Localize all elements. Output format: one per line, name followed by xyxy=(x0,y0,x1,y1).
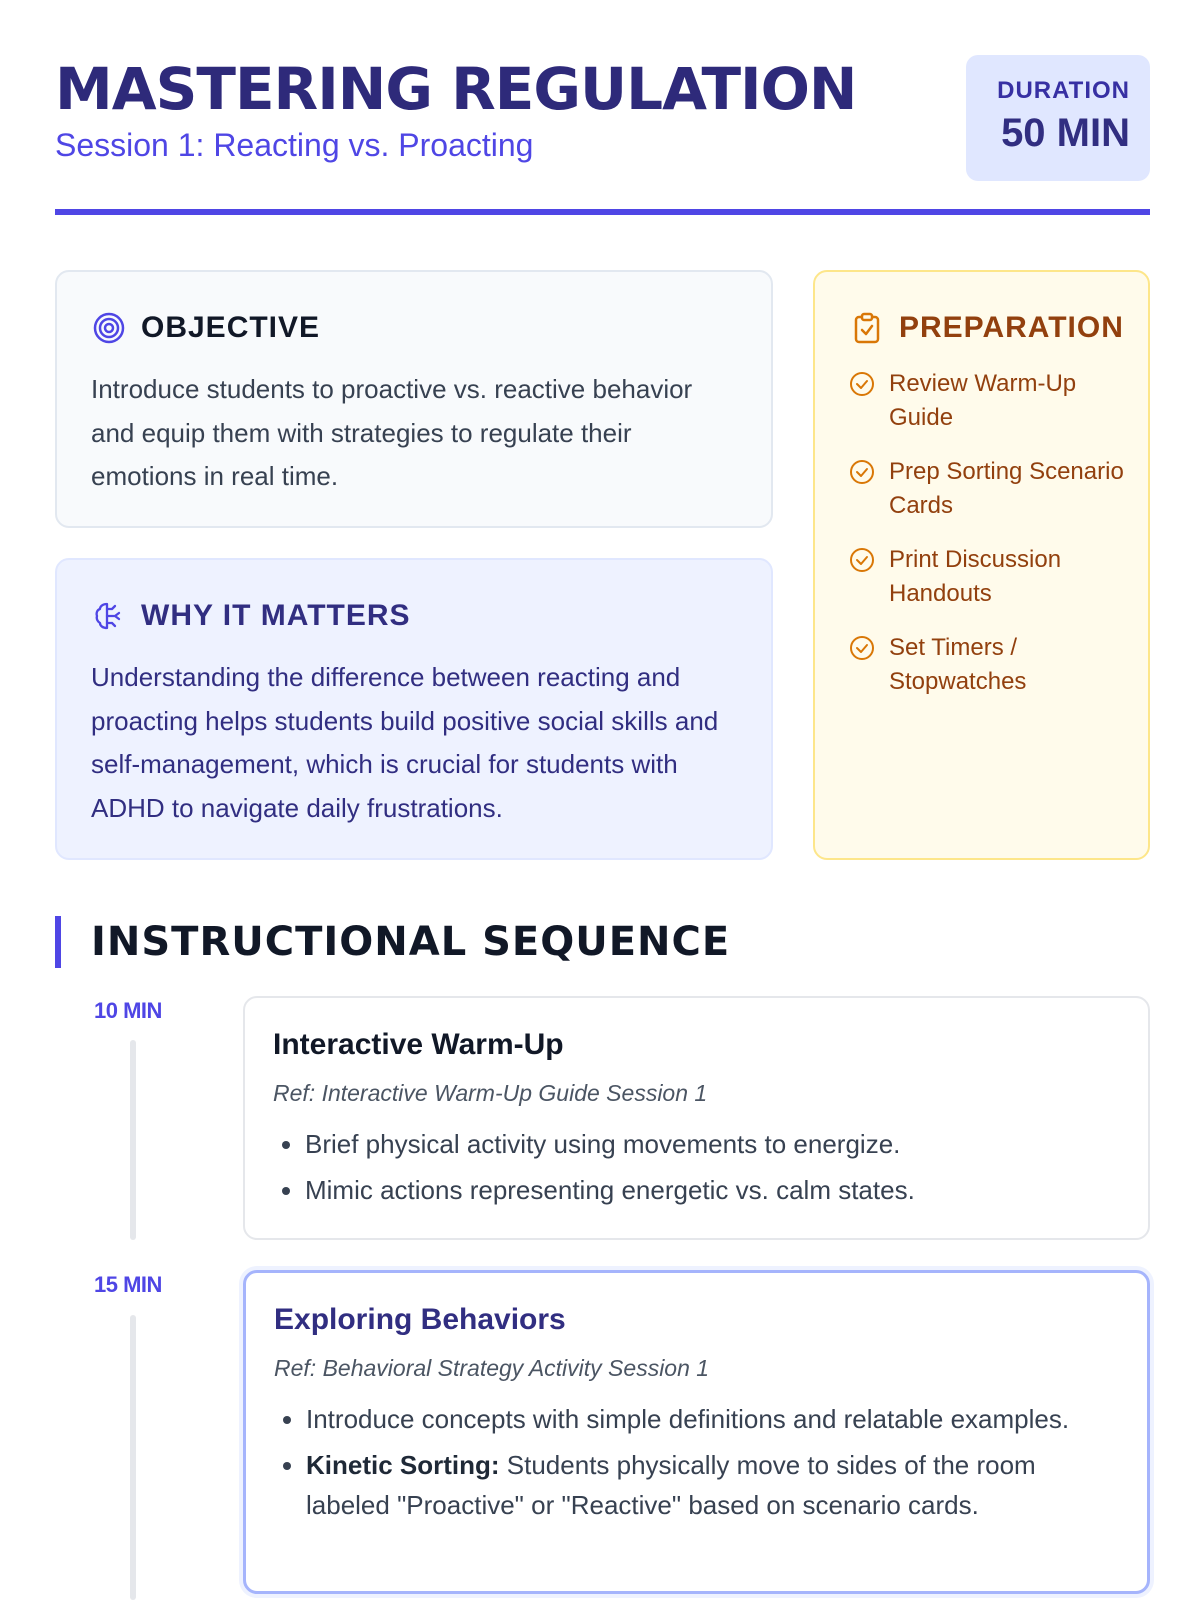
preparation-item-text: Prep Sorting Scenario Cards xyxy=(889,458,1124,519)
step-title: Exploring Behaviors xyxy=(274,1303,566,1336)
step-bullet-text: Students physically move to sides of the room labeled "Proactive" or "Reactive" based on scenario cards. xyxy=(306,1450,1036,1520)
step-time-label: 15 MIN xyxy=(94,1272,162,1297)
page-header xyxy=(55,55,1150,215)
step-bullet-text: Introduce concepts with simple definitions and relatable examples. xyxy=(306,1404,1070,1434)
preparation-heading-row xyxy=(849,310,1124,346)
step-bullets xyxy=(305,1124,1108,1216)
step-reference: Ref: Behavioral Strategy Activity Session 1 xyxy=(274,1355,710,1381)
step-bullet xyxy=(305,1170,1108,1210)
step-bullet-text: Brief physical activity using movements to energize. xyxy=(305,1129,901,1159)
target-icon xyxy=(91,310,127,346)
why-heading-row xyxy=(91,598,411,634)
step-bullet xyxy=(305,1124,1108,1164)
step-reference: Ref: Interactive Warm-Up Guide Session 1 xyxy=(273,1080,708,1106)
why-heading: WHY IT MATTERS xyxy=(141,599,411,632)
step-card xyxy=(243,996,1150,1240)
duration-label: DURATION xyxy=(997,77,1130,104)
why-it-matters-card xyxy=(55,558,773,860)
step-bullets xyxy=(306,1399,1107,1531)
objective-text: Introduce students to proactive vs. reactive behavior and equip them with strategies to regulate their emotions in real time. xyxy=(91,374,693,491)
page-subtitle: Session 1: Reacting vs. Proacting xyxy=(55,127,534,163)
timeline-line xyxy=(130,1040,136,1240)
check-circle-icon xyxy=(849,459,875,485)
clipboard-check-icon xyxy=(849,310,885,346)
step-title: Interactive Warm-Up xyxy=(273,1028,564,1061)
preparation-card xyxy=(813,270,1150,860)
preparation-item-text: Print Discussion Handouts xyxy=(889,546,1062,607)
sequence-heading: INSTRUCTIONAL SEQUENCE xyxy=(55,916,730,968)
preparation-item-text: Set Timers / Stopwatches xyxy=(889,634,1027,695)
step-time-label: 10 MIN xyxy=(94,998,162,1023)
preparation-item-text: Review Warm-Up Guide xyxy=(889,370,1077,431)
preparation-heading: PREPARATION xyxy=(899,311,1124,344)
preparation-list xyxy=(849,367,1128,719)
preparation-item xyxy=(849,455,1128,523)
page-title: MASTERING REGULATION xyxy=(55,55,857,123)
why-text: Understanding the difference between reacting and proacting helps students build positive social skills and self-management, which is crucial for students with ADHD to navigate daily frustrations. xyxy=(91,662,719,823)
check-circle-icon xyxy=(849,635,875,661)
timeline-line xyxy=(130,1315,136,1600)
check-circle-icon xyxy=(849,371,875,397)
step-bullet-text: Mimic actions representing energetic vs. calm states. xyxy=(305,1175,915,1205)
objective-heading-row xyxy=(91,310,320,346)
brain-icon xyxy=(91,598,127,634)
duration-badge xyxy=(966,55,1150,181)
objective-heading: OBJECTIVE xyxy=(141,311,321,344)
step-bullet xyxy=(306,1399,1107,1439)
step-bullet-bold: Kinetic Sorting: xyxy=(306,1450,500,1480)
duration-value: 50 MIN xyxy=(1001,111,1130,155)
check-circle-icon xyxy=(849,547,875,573)
preparation-item xyxy=(849,631,1128,699)
step-card-active xyxy=(243,1270,1150,1594)
step-bullet xyxy=(306,1445,1107,1525)
preparation-item xyxy=(849,367,1128,435)
objective-card xyxy=(55,270,773,528)
preparation-item xyxy=(849,543,1128,611)
